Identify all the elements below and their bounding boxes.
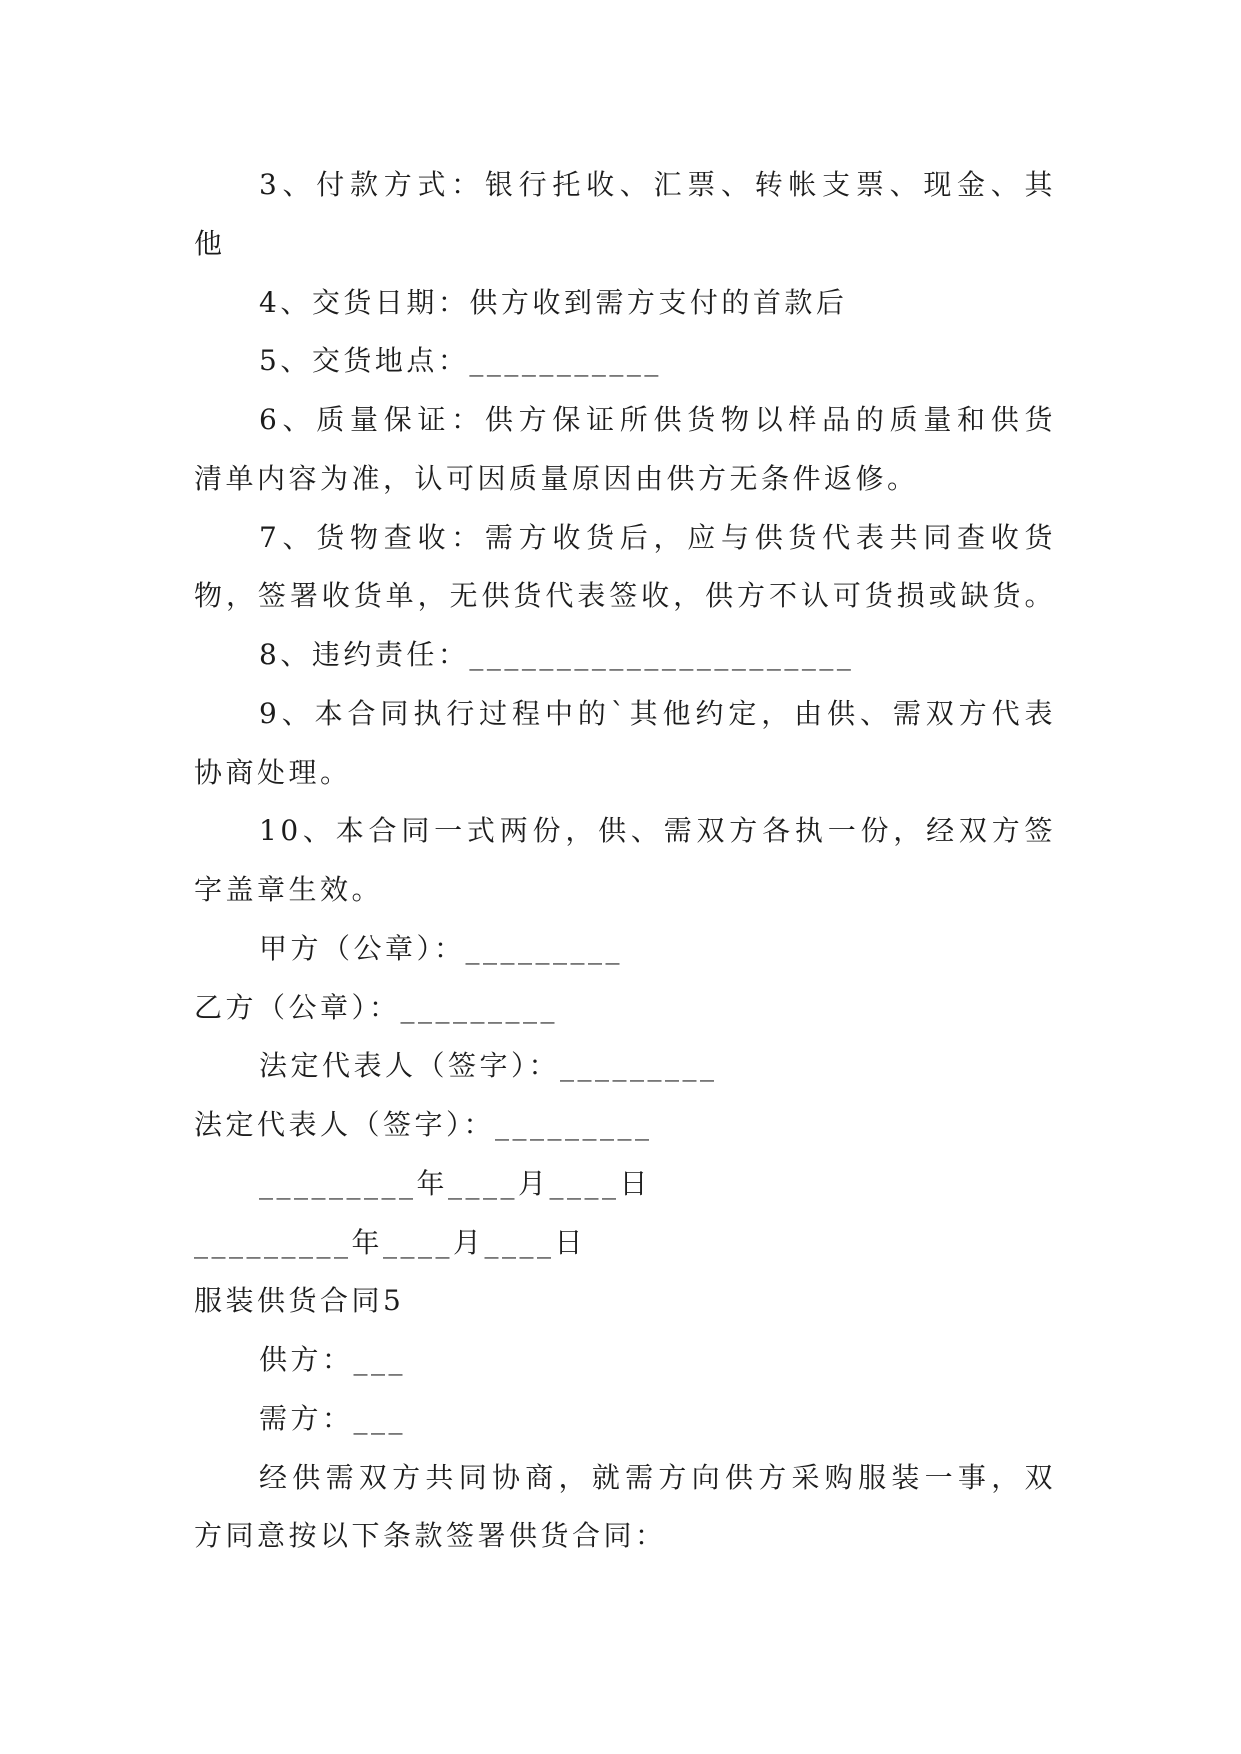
clause-other-agreements bbox=[194, 685, 1056, 803]
text-line: 清单内容为准，认可因质量原因由供方无条件返修。 bbox=[194, 461, 919, 495]
supplier-field bbox=[194, 1331, 1056, 1390]
clause-quality-guarantee bbox=[194, 391, 1056, 509]
clause-copies-effect bbox=[194, 802, 1056, 920]
party-b-date bbox=[194, 1214, 1056, 1273]
text-line: 9、本合同执行过程中的`其他约定，由供、需双方代表 bbox=[259, 696, 1056, 730]
text-line: 8、违约责任：______________________ bbox=[259, 638, 855, 671]
party-b-representative bbox=[194, 1096, 1056, 1155]
clause-delivery-date bbox=[194, 274, 1056, 333]
party-a-date bbox=[194, 1155, 1056, 1214]
buyer-field bbox=[194, 1390, 1056, 1449]
text-line: _________年____月____日 bbox=[259, 1166, 652, 1200]
text-line: 3、付款方式：银行托收、汇票、转帐支票、现金、其 bbox=[259, 168, 1056, 201]
text-line: 甲方（公章）：_________ bbox=[259, 931, 624, 965]
document-body bbox=[194, 156, 1056, 1566]
text-line: 物，签署收货单，无供货代表签收，供方不认可货损或缺货。 bbox=[194, 579, 1056, 613]
contract-preamble bbox=[194, 1449, 1056, 1567]
text-line: 经供需双方共同协商，就需方向供方采购服装一事，双 bbox=[259, 1460, 1056, 1494]
text-line: 7、货物查收：需方收货后，应与供货代表共同查收货 bbox=[259, 520, 1056, 554]
clause-goods-inspection bbox=[194, 509, 1056, 627]
clause-delivery-place bbox=[194, 332, 1056, 391]
text-line: 方同意按以下条款签署供货合同： bbox=[194, 1519, 667, 1553]
clause-payment-method bbox=[194, 156, 1056, 274]
party-b-seal bbox=[194, 979, 1056, 1038]
text-line: 他 bbox=[194, 226, 226, 260]
text-line: 字盖章生效。 bbox=[194, 873, 384, 906]
text-line: 乙方（公章）：_________ bbox=[194, 990, 559, 1024]
text-line: 需方：___ bbox=[259, 1401, 407, 1435]
text-line: 4、交货日期：供方收到需方支付的首款后 bbox=[259, 285, 848, 319]
text-line: 供方：___ bbox=[259, 1343, 407, 1376]
section-title bbox=[194, 1272, 1056, 1331]
text-line: _________年____月____日 bbox=[194, 1225, 587, 1259]
text-line: 5、交货地点：___________ bbox=[259, 344, 662, 378]
text-line: 法定代表人（签字）：_________ bbox=[259, 1049, 718, 1083]
text-line: 协商处理。 bbox=[194, 755, 352, 789]
party-a-representative bbox=[194, 1037, 1056, 1096]
text-line: 6、质量保证：供方保证所供货物以样品的质量和供货 bbox=[259, 403, 1056, 436]
text-line: 服装供货合同5 bbox=[194, 1284, 405, 1318]
text-line: 法定代表人（签字）：_________ bbox=[194, 1108, 653, 1141]
text-line: 10、本合同一式两份，供、需双方各执一份，经双方签 bbox=[259, 814, 1056, 848]
clause-liability bbox=[194, 626, 1056, 685]
party-a-seal bbox=[194, 920, 1056, 979]
